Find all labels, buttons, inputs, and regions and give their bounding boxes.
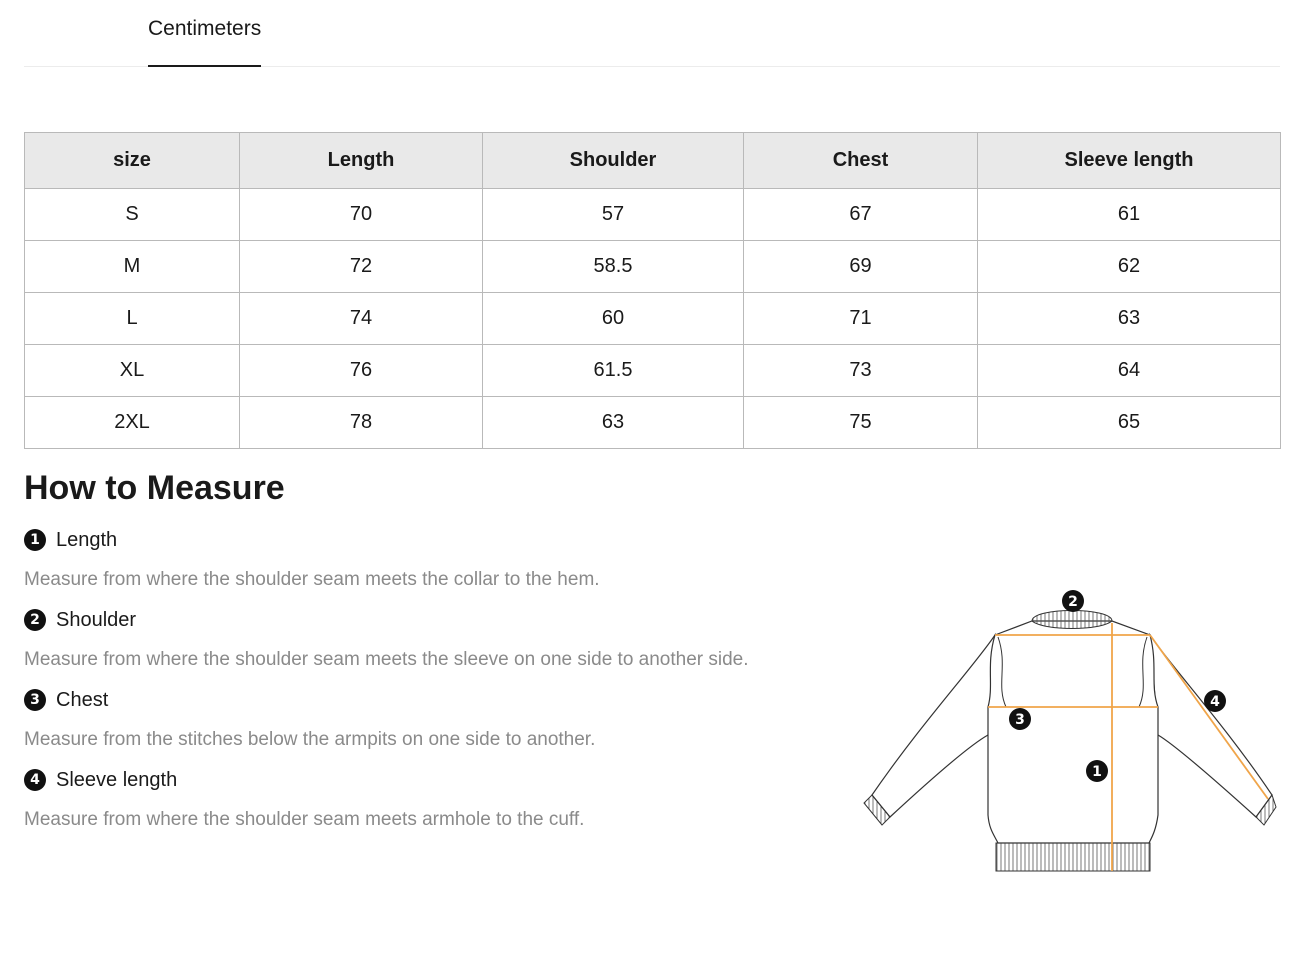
cell-shoulder: 60 (483, 293, 744, 345)
cell-chest: 75 (744, 397, 978, 449)
cell-sleeve-length: 63 (978, 293, 1281, 345)
cell-shoulder: 61.5 (483, 345, 744, 397)
measure-item-shoulder (24, 607, 136, 633)
number-two-icon: 2 (24, 609, 46, 631)
sweater-measurement-diagram-icon (860, 585, 1290, 885)
unit-tabs (24, 0, 1280, 67)
cell-chest: 73 (744, 345, 978, 397)
cell-sleeve-length: 64 (978, 345, 1281, 397)
measure-item-chest (24, 687, 108, 713)
cell-size: S (25, 189, 240, 241)
marker-four (1204, 690, 1226, 712)
measure-item-length (24, 527, 117, 553)
active-tab-indicator (148, 65, 261, 67)
cell-size: 2XL (25, 397, 240, 449)
cell-size: XL (25, 345, 240, 397)
column-header-size: size (25, 133, 240, 189)
cell-shoulder: 57 (483, 189, 744, 241)
cell-length: 74 (240, 293, 483, 345)
cell-sleeve-length: 65 (978, 397, 1281, 449)
sweater-body (988, 621, 1158, 843)
marker-three (1009, 708, 1031, 730)
measure-label-length: Length (56, 528, 118, 551)
column-header-chest: Chest (744, 133, 978, 189)
table-header-row (25, 133, 1281, 189)
cell-size: M (25, 241, 240, 293)
cell-shoulder: 63 (483, 397, 744, 449)
measure-description-shoulder: Measure from where the shoulder seam meets the sleeve on one side to another side. (24, 649, 749, 670)
column-header-sleeve-length: Sleeve length (978, 133, 1281, 189)
cell-length: 70 (240, 189, 483, 241)
cell-chest: 69 (744, 241, 978, 293)
cell-length: 72 (240, 241, 483, 293)
right-sleeve (1150, 635, 1272, 817)
marker-one (1086, 760, 1108, 782)
column-header-length: Length (240, 133, 483, 189)
table-row (25, 293, 1281, 345)
table-row (25, 397, 1281, 449)
cell-length: 78 (240, 397, 483, 449)
hem-rib (996, 843, 1150, 871)
measure-description-chest: Measure from the stitches below the armpits on one side to another. (24, 729, 596, 750)
measure-description-sleeve-length: Measure from where the shoulder seam meets armhole to the cuff. (24, 809, 585, 830)
measure-label-chest: Chest (56, 688, 109, 711)
how-to-measure-heading: How to Measure (24, 469, 285, 507)
number-four-icon: 4 (24, 769, 46, 791)
cell-chest: 71 (744, 293, 978, 345)
number-three-icon: 3 (24, 689, 46, 711)
svg-text:1: 1 (1092, 764, 1102, 780)
left-sleeve (872, 635, 995, 817)
svg-text:4: 4 (1210, 694, 1220, 710)
cell-sleeve-length: 61 (978, 189, 1281, 241)
size-chart-table (24, 132, 1281, 449)
cell-length: 76 (240, 345, 483, 397)
cell-shoulder: 58.5 (483, 241, 744, 293)
number-one-icon: 1 (24, 529, 46, 551)
cell-sleeve-length: 62 (978, 241, 1281, 293)
measure-label-sleeve-length: Sleeve length (56, 768, 178, 791)
measure-item-sleeve-length (24, 767, 177, 793)
table-row (25, 189, 1281, 241)
column-header-shoulder: Shoulder (483, 133, 744, 189)
collar (1032, 611, 1112, 629)
tab-centimeters-label: Centimeters (148, 17, 262, 40)
cell-size: L (25, 293, 240, 345)
table-row (25, 345, 1281, 397)
tab-centimeters[interactable] (148, 14, 261, 66)
svg-text:3: 3 (1015, 712, 1025, 728)
marker-two (1062, 590, 1084, 612)
measure-label-shoulder: Shoulder (56, 608, 137, 631)
cell-chest: 67 (744, 189, 978, 241)
table-row (25, 241, 1281, 293)
svg-text:2: 2 (1068, 594, 1078, 610)
measure-description-length: Measure from where the shoulder seam meets the collar to the hem. (24, 569, 600, 590)
